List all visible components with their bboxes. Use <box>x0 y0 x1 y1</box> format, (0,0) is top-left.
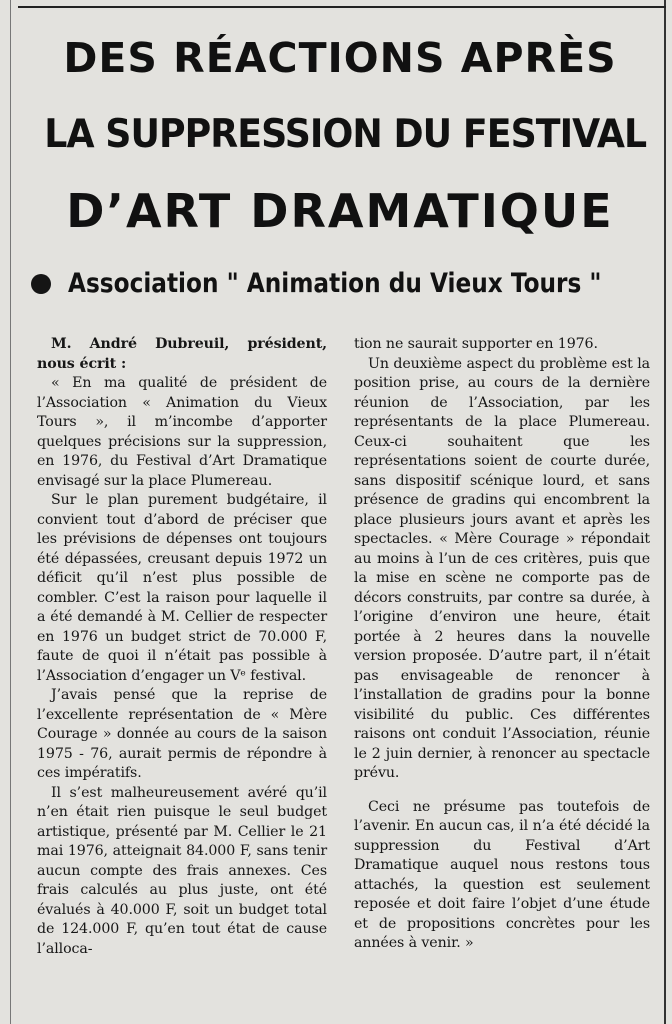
article-column-1 <box>37 335 327 959</box>
paragraph: Sur le plan purement budgétaire, il convient tout d’abord de préciser que les prévisions de dépenses ont toujours été dépassées, creusant depuis 1972 un déficit qu’il n’est plus possible de combler. C’est la raison pour laquelle il a été demandé à M. Cellier de respecter en 1976 un budget strict de 70.000 F, faute de quoi il n’était pas possible à l’Association d’engager un Vᵉ festival. <box>37 492 327 684</box>
headline-line-3: D’ART DRAMATIQUE <box>66 184 614 238</box>
subheading <box>26 266 662 306</box>
bullet-icon <box>31 274 51 294</box>
paragraph: Il s’est malheureusement avéré qu’il n’en était rien puisque le seul budget artistique, présenté par M. Cellier le 21 mai 1976, atteignait 84.000 F, sans tenir aucun compte des frais annexes. Ces frais calculés au plus juste, ont été évalués à 40.000 F, soit un budget total de 124.000 F, qu’en tout état de cause l’alloca- <box>37 784 327 957</box>
top-rule <box>18 6 666 8</box>
paragraph: J’avais pensé que la reprise de l’excellente représentation de « Mère Courage » donnée au cours de la saison 1975 - 76, aurait permis de répondre à ces impératifs. <box>37 687 327 781</box>
article-column-2 <box>354 335 650 954</box>
subheading-text: Association " Animation du Vieux Tours " <box>68 268 602 299</box>
right-border-rule <box>664 0 666 1024</box>
paragraph: Ceci ne présume pas toutefois de l’avenir. En aucun cas, il n’a été décidé la suppression du Festival d’Art Dramatique auquel nous restons tous attachés, la question est seulement reposée et doit faire l’objet d’une étude et de propositions concrètes pour les années à venir. » <box>354 798 650 951</box>
headline-line-1: DES RÉACTIONS APRÈS <box>63 34 617 82</box>
left-border-rule <box>10 0 11 1024</box>
headline-line-2: LA SUPPRESSION DU FESTIVAL <box>44 112 647 157</box>
paragraph: « En ma qualité de président de l’Association « Animation du Vieux Tours », il m’incombe d’apporter quelques précisions sur la suppression, en 1976, du Festival d’Art Dramatique envisagé sur la place Plumereau. <box>37 375 327 489</box>
byline: M. André Dubreuil, président, nous écrit : <box>37 336 327 372</box>
paragraph: Un deuxième aspect du problème est la position prise, au cours de la dernière réunion de l’Association, par les représentants de la place Plumereau. Ceux-ci souhaitent que les représentations soient de courte durée, sans dispositif scénique lourd, et sans présence de gradins qui encombrent la place plusieurs jours avant et après les spectacles. « Mère Courage » répondait au moins à l’un de ces critères, puis que la mise en scène ne comporte pas de décors construits, par contre sa durée, à l’origine d’environ une heure, était portée à 2 heures dans la nouvelle version proposée. D’autre part, il n’était pas envisageable de renoncer à l’installation de gradins pour la bonne visibilité du public. Ces différentes raisons ont conduit l’Association, réunie le 2 juin dernier, à renoncer au spectacle prévu. <box>354 355 650 781</box>
paragraph: tion ne saurait supporter en 1976. <box>354 336 598 352</box>
